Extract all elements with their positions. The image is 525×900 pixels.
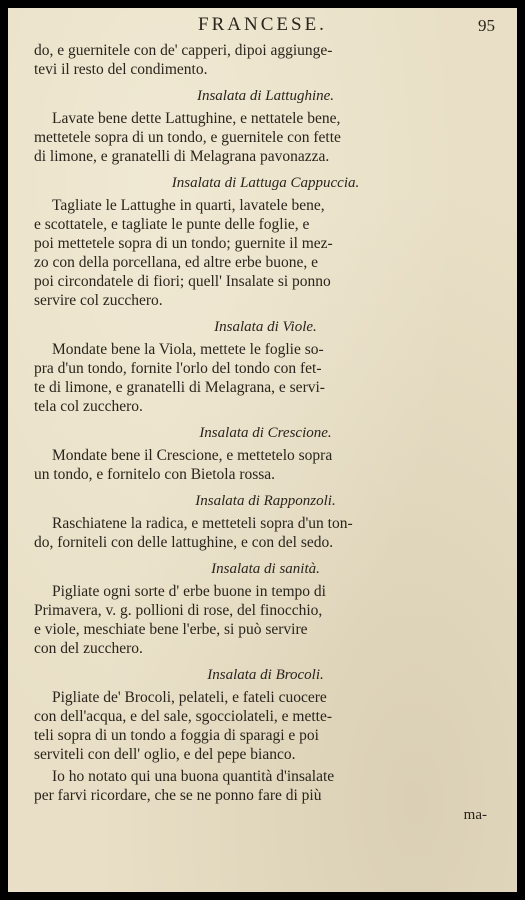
recipe-paragraph (34, 196, 497, 310)
book-page (8, 8, 517, 892)
text-line: con dell'acqua, e del sale, sgocciolateli, e mette- (34, 708, 333, 725)
text-line: Tagliate le Lattughe in quarti, lavatele bene, (52, 197, 325, 214)
text-line: do, forniteli con delle lattughine, e con del sedo. (34, 534, 334, 551)
recipe-paragraph (34, 340, 497, 416)
text-line: di limone, e granatelli di Melagrana pavonazza. (34, 148, 330, 165)
text-line: e scottatele, e tagliate le punte delle foglie, e (34, 216, 310, 233)
recipe-paragraph (34, 582, 497, 658)
closing-paragraph (34, 767, 497, 805)
text-line: Pigliate ogni sorte d' erbe buone in tempo di (52, 583, 326, 600)
text-line: te di limone, e granatelli di Melagrana, e servi- (34, 379, 325, 396)
section-heading: Insalata di sanità. (211, 561, 320, 577)
text-line: per farvi ricordare, che se ne ponno fare di più (34, 787, 322, 804)
text-line: Raschiatene la radica, e metteteli sopra d'un ton- (52, 515, 353, 532)
page-body (34, 41, 497, 824)
text-line: do, e guernitele con de' capperi, dipoi aggiunge- (34, 42, 333, 59)
text-line: Primavera, v. g. pollioni di rose, del finocchio, (34, 602, 323, 619)
section-heading: Insalata di Lattuga Cappuccia. (171, 175, 360, 191)
text-line: Pigliate de' Brocoli, pelateli, e fateli cuocere (52, 689, 327, 706)
text-line: servire col zucchero. (34, 292, 163, 309)
text-line: tela col zucchero. (34, 398, 143, 415)
recipe-paragraph (34, 109, 497, 166)
section-heading: Insalata di Brocoli. (207, 667, 324, 683)
page-number: 95 (478, 16, 495, 35)
text-line: Mondate bene il Crescione, e mettetelo sopra (52, 447, 333, 464)
section-heading: Insalata di Rapponzoli. (195, 493, 336, 509)
text-line: mettetele sopra di un tondo, e guernitele con fette (34, 129, 341, 146)
running-head: FRANCESE. (198, 14, 327, 35)
section-heading: Insalata di Crescione. (199, 425, 332, 441)
page-header (8, 12, 517, 38)
text-line: zo con della porcellana, ed altre erbe buone, e (34, 254, 319, 271)
text-line: con del zucchero. (34, 640, 143, 657)
text-line: poi circondatele di fiori; quell' Insalate si ponno (34, 273, 331, 290)
text-line: un tondo, e fornitelo con Bietola rossa. (34, 466, 276, 483)
text-line: e viole, meschiate bene l'erbe, si può servire (34, 621, 308, 638)
recipe-paragraph (34, 514, 497, 552)
catchword: ma- (463, 807, 487, 823)
opening-paragraph (34, 41, 497, 79)
text-line: poi mettetele sopra di un tondo; guernite il mez- (34, 235, 333, 252)
text-line: pra d'un tondo, fornite l'orlo del tondo con fet- (34, 360, 322, 377)
text-line: teli sopra di un tondo a foggia di sparagi e poi (34, 727, 319, 744)
text-line: Io ho notato qui una buona quantità d'insalate (52, 768, 335, 785)
recipe-paragraph (34, 688, 497, 764)
text-line: Mondate bene la Viola, mettete le foglie so- (52, 341, 324, 358)
text-line: Lavate bene dette Lattughine, e nettatele bene, (52, 110, 341, 127)
text-line: tevi il resto del condimento. (34, 61, 208, 78)
section-heading: Insalata di Lattughine. (196, 88, 335, 104)
section-heading: Insalata di Viole. (214, 319, 317, 335)
text-line: serviteli con dell' oglio, e del pepe bianco. (34, 746, 296, 763)
recipe-paragraph (34, 446, 497, 484)
